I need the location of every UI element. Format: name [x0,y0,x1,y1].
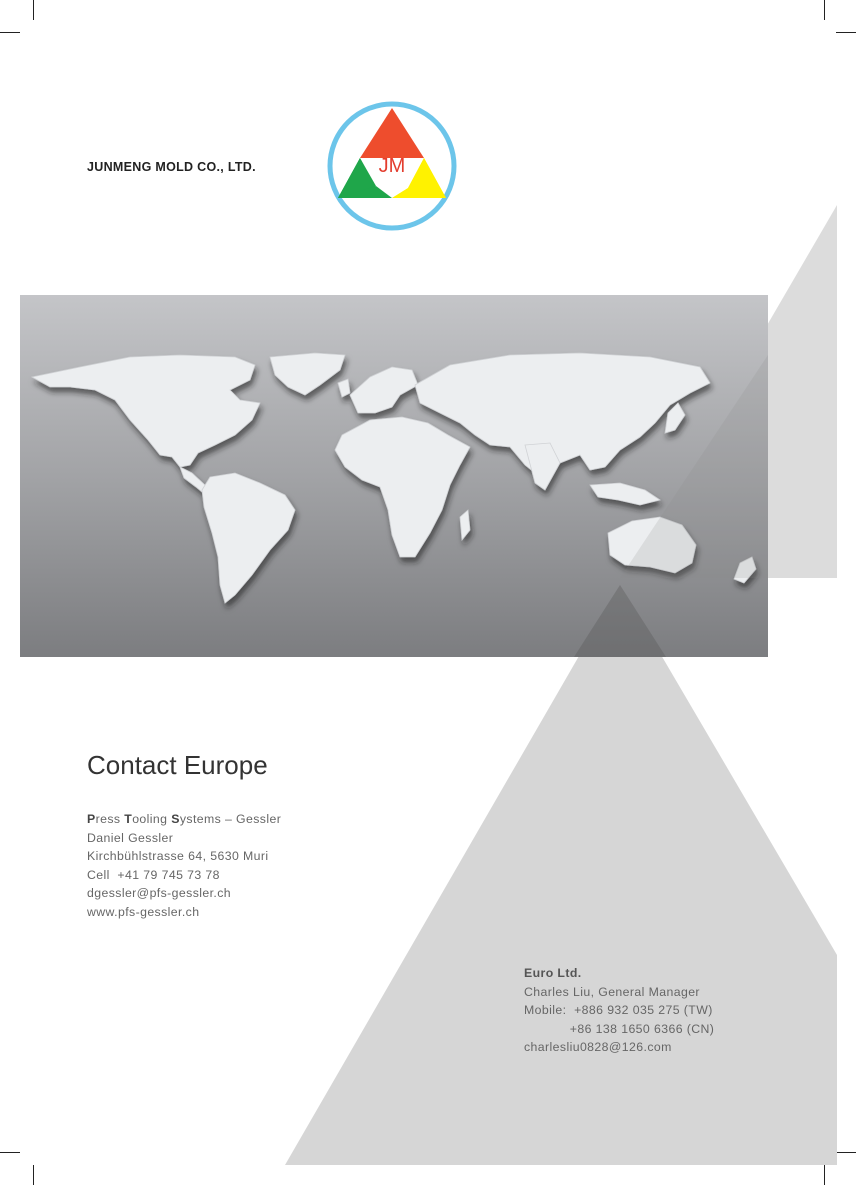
lower-gray-triangle [285,585,837,1165]
euro-mobile-tw: Mobile: +886 932 035 275 (TW) [524,1003,713,1017]
company-name: JUNMENG MOLD CO., LTD. [87,160,256,174]
euro-mobile-cn: +86 138 1650 6366 (CN) [524,1021,715,1036]
world-map-image [20,295,768,657]
logo-text: JM [378,155,406,177]
jm-logo [326,100,458,232]
euro-email[interactable]: charlesliu0828@126.com [524,1040,672,1054]
pts-website[interactable]: www.pfs-gessler.ch [87,904,200,919]
euro-contact-block [524,964,714,1057]
pts-cell: Cell +41 79 745 73 78 [87,867,220,882]
pts-address: Kirchbühlstrasse 64, 5630 Muri [87,849,269,863]
pts-company-name: Press Tooling Systems – Gessler [87,812,282,826]
pts-contact-name: Daniel Gessler [87,830,174,845]
contact-title: Contact Europe [87,750,268,780]
euro-person: Charles Liu, General Manager [524,984,700,999]
euro-company: Euro Ltd. [524,966,582,980]
pts-email[interactable]: dgessler@pfs-gessler.ch [87,886,232,900]
pts-contact-block [87,810,281,921]
